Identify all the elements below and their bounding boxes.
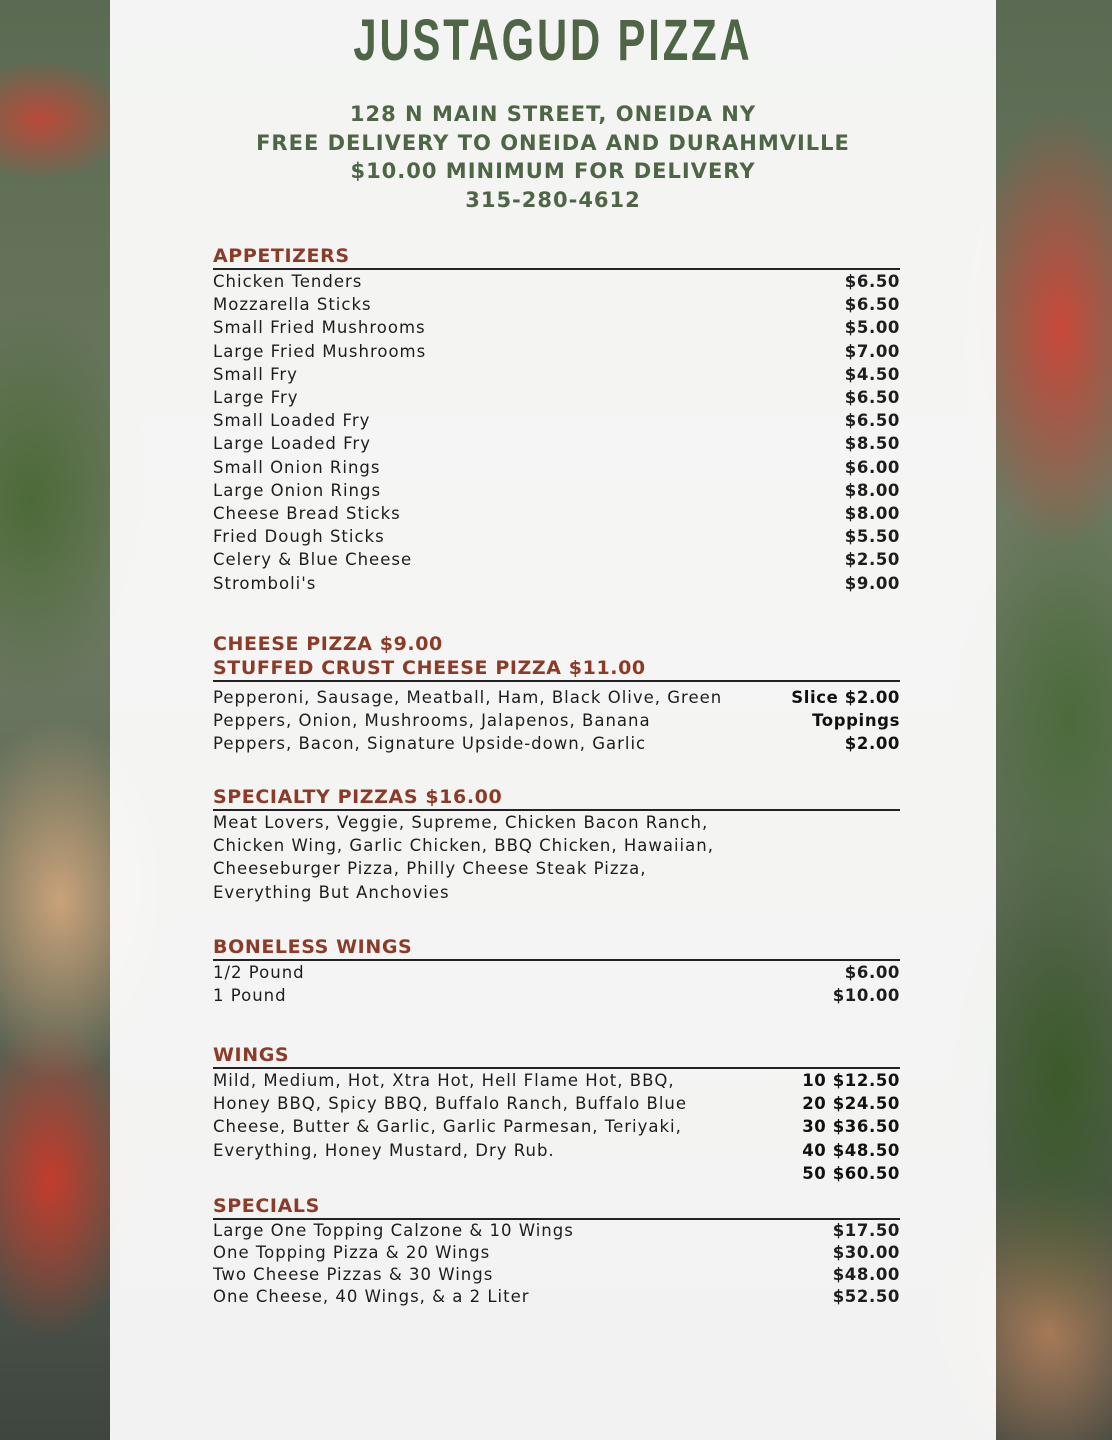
menu-item <box>213 316 900 339</box>
menu-item <box>213 525 900 548</box>
specialty-line: Cheeseburger Pizza, Philly Cheese Steak Pizza, <box>213 859 647 879</box>
menu-item <box>213 340 900 363</box>
appetizers-title: APPETIZERS <box>213 245 350 267</box>
item-name: Mozzarella Sticks <box>213 295 372 315</box>
item-name: Fried Dough Sticks <box>213 527 385 547</box>
item-name: One Topping Pizza & 20 Wings <box>213 1243 491 1262</box>
item-name: Chicken Tenders <box>213 272 363 291</box>
menu-item <box>213 1242 900 1264</box>
specials-title: SPECIALS <box>213 1195 320 1217</box>
phone-number: 315-280-4612 <box>465 187 641 212</box>
item-price: $6.50 <box>844 411 900 431</box>
cheese-pizza-section <box>213 632 900 756</box>
item-name: Celery & Blue Cheese <box>213 550 413 570</box>
flavor-line: Honey BBQ, Spicy BBQ, Buffalo Ranch, Buffalo Blue <box>213 1094 688 1114</box>
menu-item <box>213 1264 900 1286</box>
toppings-line: Pepperoni, Sausage, Meatball, Ham, Black Olive, Green <box>213 688 723 707</box>
wing-price: 20 $24.50 <box>802 1094 900 1114</box>
menu-item <box>213 548 900 571</box>
appetizers-section <box>213 244 900 595</box>
flavor-line: Cheese, Butter & Garlic, Garlic Parmesan, Teriyaki, <box>213 1117 682 1137</box>
item-price: $5.00 <box>844 318 900 338</box>
item-price: $6.50 <box>844 272 900 291</box>
price-line: Slice $2.00 <box>791 688 900 707</box>
specialty-line: Everything But Anchovies <box>213 882 450 902</box>
item-price: $8.00 <box>844 480 900 500</box>
specialty-section <box>213 785 900 904</box>
item-price: $52.50 <box>832 1287 900 1306</box>
item-name: Small Fry <box>213 364 298 384</box>
menu-item <box>213 363 900 386</box>
specialty-title: SPECIALTY PIZZAS $16.00 <box>213 786 503 808</box>
wings-block <box>213 1069 900 1185</box>
menu-item <box>213 572 900 595</box>
menu-item <box>213 984 900 1007</box>
item-name: Small Fried Mushrooms <box>213 318 426 338</box>
item-name: Two Cheese Pizzas & 30 Wings <box>213 1265 494 1284</box>
menu-item <box>213 386 900 409</box>
item-name: Large One Topping Calzone & 10 Wings <box>213 1221 574 1240</box>
item-price: $48.00 <box>832 1265 900 1284</box>
divider <box>213 680 900 682</box>
toppings-list <box>213 686 722 756</box>
menu-item <box>213 270 900 293</box>
minimum-note: $10.00 MINIMUM FOR DELIVERY <box>350 159 756 183</box>
price-line: $2.00 <box>844 734 900 754</box>
item-name: 1/2 Pound <box>213 963 305 982</box>
flavor-line: Mild, Medium, Hot, Xtra Hot, Hell Flame Hot, BBQ, <box>213 1071 675 1090</box>
price-line: Toppings <box>812 711 900 731</box>
item-name: Large Loaded Fry <box>213 434 371 454</box>
menu-item <box>213 961 900 984</box>
toppings-price <box>791 686 900 756</box>
item-name: Small Loaded Fry <box>213 411 371 431</box>
wing-price: 10 $12.50 <box>802 1071 900 1090</box>
menu-item <box>213 479 900 502</box>
item-name: Large Fried Mushrooms <box>213 341 427 361</box>
restaurant-title: JUSTAGUD PIZZA <box>353 8 753 73</box>
item-name: Stromboli's <box>213 573 317 593</box>
appetizer-list <box>213 270 900 595</box>
item-price: $6.50 <box>844 295 900 315</box>
item-price: $17.50 <box>832 1221 900 1240</box>
wing-price: 50 $60.50 <box>802 1163 900 1183</box>
toppings-line: Peppers, Onion, Mushrooms, Jalapenos, Banana <box>213 711 651 731</box>
address: 128 N MAIN STREET, ONEIDA NY <box>349 102 757 126</box>
item-name: One Cheese, 40 Wings, & a 2 Liter <box>213 1287 530 1306</box>
item-price: $6.50 <box>844 388 900 408</box>
item-name: Large Fry <box>213 388 299 408</box>
specialty-line: Meat Lovers, Veggie, Supreme, Chicken Bacon Ranch, <box>213 813 709 832</box>
wing-flavors <box>213 1069 687 1185</box>
cheese-pizza-title: CHEESE PIZZA $9.00 <box>213 633 443 655</box>
item-price: $7.00 <box>844 341 900 361</box>
specials-section <box>213 1194 900 1308</box>
wings-title: WINGS <box>213 1044 290 1066</box>
item-price: $8.50 <box>844 434 900 454</box>
item-price: $6.00 <box>844 457 900 477</box>
item-price: $5.50 <box>844 527 900 547</box>
menu-item <box>213 1220 900 1242</box>
boneless-wings-title: BONELESS WINGS <box>213 936 413 958</box>
item-price: $2.50 <box>844 550 900 570</box>
item-price: $30.00 <box>832 1243 900 1262</box>
boneless-wings-section <box>213 935 900 1007</box>
menu-item <box>213 293 900 316</box>
toppings-line: Peppers, Bacon, Signature Upside-down, Garlic <box>213 734 647 754</box>
menu-item <box>213 409 900 432</box>
item-name: Cheese Bread Sticks <box>213 504 401 524</box>
stuffed-crust-title: STUFFED CRUST CHEESE PIZZA $11.00 <box>213 657 646 679</box>
item-price: $6.00 <box>844 963 900 982</box>
delivery-note: FREE DELIVERY TO ONEIDA AND DURAHMVILLE <box>256 130 850 155</box>
flavor-line: Everything, Honey Mustard, Dry Rub. <box>213 1140 555 1160</box>
specialty-line: Chicken Wing, Garlic Chicken, BBQ Chicken, Hawaiian, <box>213 836 714 856</box>
item-name: Small Onion Rings <box>213 457 381 477</box>
item-price: $10.00 <box>832 986 900 1006</box>
specialty-list <box>213 811 900 904</box>
wing-price: 30 $36.50 <box>802 1117 900 1137</box>
toppings-block <box>213 686 900 756</box>
menu-item <box>213 1286 900 1308</box>
item-price: $8.00 <box>844 504 900 524</box>
item-price: $4.50 <box>844 364 900 384</box>
wing-price: 40 $48.50 <box>802 1140 900 1160</box>
menu-item <box>213 502 900 525</box>
menu-item <box>213 432 900 455</box>
item-name: Large Onion Rings <box>213 480 382 500</box>
wing-prices <box>802 1069 900 1185</box>
menu-item <box>213 456 900 479</box>
restaurant-info <box>110 100 996 214</box>
wings-section <box>213 1043 900 1185</box>
item-price: $9.00 <box>844 573 900 593</box>
item-name: 1 Pound <box>213 986 287 1006</box>
